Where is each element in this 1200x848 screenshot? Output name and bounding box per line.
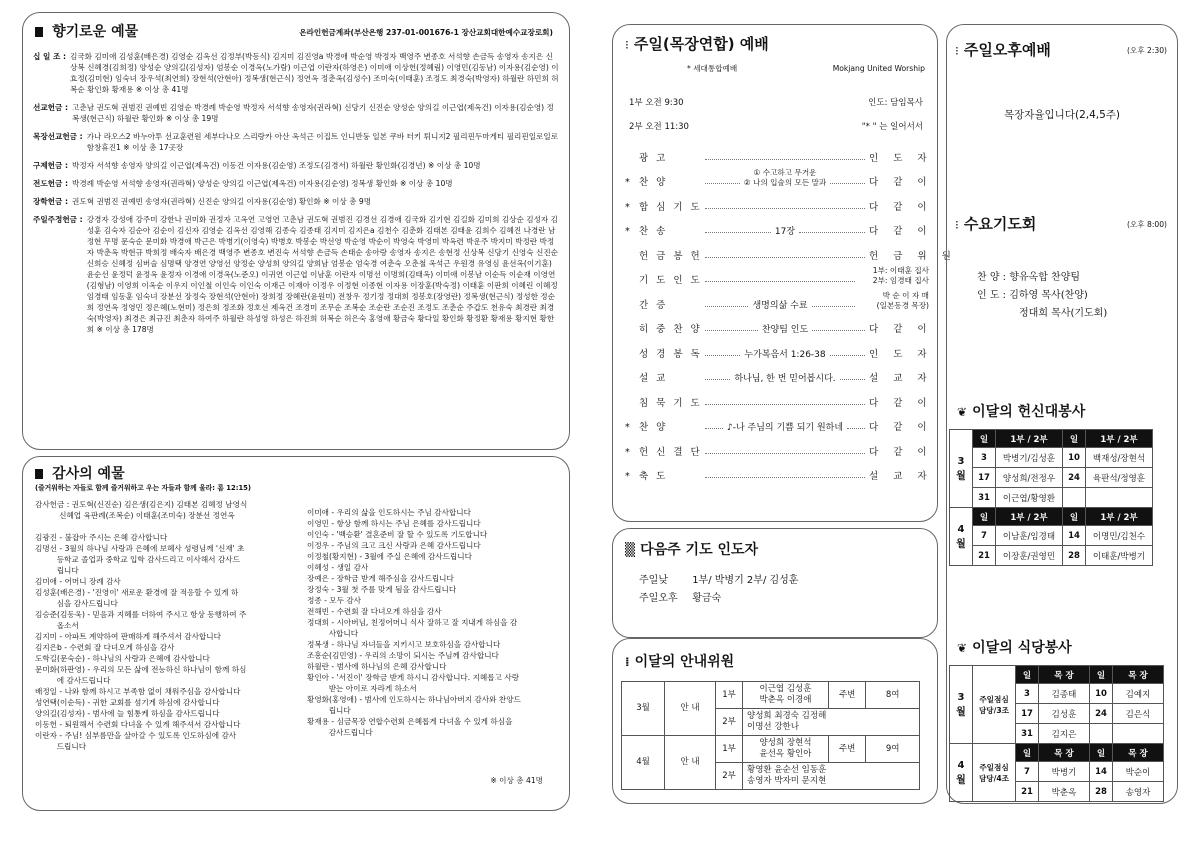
week-number: 14	[1063, 526, 1086, 546]
column-header: 목 장	[1113, 666, 1164, 684]
worship-item	[625, 433, 933, 458]
server-names: 김은식	[1113, 704, 1164, 724]
week-number: 3	[1016, 684, 1039, 704]
offering-section	[33, 160, 559, 171]
afternoon-time: (오후 2:30)	[1126, 46, 1167, 55]
week-number: 28	[1063, 546, 1086, 566]
worship-item-detail: 찬양팀 인도	[761, 325, 809, 335]
worship-item-label: 합심기도	[639, 201, 708, 213]
offering-section	[33, 196, 559, 207]
table-header-row	[950, 430, 1153, 448]
offering-names: 가나 라오스2 바누아투 선교훈련원 세부다나오 스리랑카 아산 옥석근 이집트 인니반둥 일본 쿠바 터키 튀니지2 필리핀두마게티 필리핀일로일로 함창휴진1 ※ 이상 총 17곳장	[86, 132, 559, 152]
column-header: 1부 / 2부	[996, 508, 1063, 526]
usher-part: 1부	[716, 736, 743, 763]
afternoon-label: 주일오후	[639, 593, 678, 604]
thanks-col2: 이미애 - 우리의 삶을 인도하시는 주님 감사합니다 이영민 - 항상 함께 하시는 주님 은혜를 감사드립니다 이인숙 - '백승환' 결혼준비 잘 할 수 있도록 기도합니다 이정우 - 주님의 크고 크신 사랑과 은혜 감사드립니다 이정철(황지현) - 3월에 주실 은혜에 감사드립니다 이혜성 - 생일 감사 장예은 - 장학금 받게 해주심을 감사드립니다 장정숙 - 3월 첫 주를 맞게 됨을 감사드립니다 정종 - 모두 감사 전해빈 - 수련회 잘 다녀오게 하심을 감사 정대희 - 시아버님, 친정어머니 식사 잘하고 잘 지내게 하심을 감 사합니다 정복생 - 하나님 자녀들을 지키시고 보호하심을 감사합니다 조흥순(김민영) - 우리의 소망이 되시는 주님께 감사합니다 하월란 - 범사에 하나님의 은혜 감사합니다 황인아 - '서진이' 장학금 받게 하시니 감사합니다. 지혜롭고 사랑 받는 아이로 자라게 하소서 황영화(홍영애) - 범사에 인도하시는 하나님아버지 감사와 찬양드 립니다 황재용 - 심금목장 연합수련회 은혜롭게 다녀올 수 있게 하심을 감사드립니다	[307, 508, 521, 737]
next-week-row-day	[639, 571, 798, 586]
heart-icon: ❦	[957, 641, 968, 655]
column-header: 1부 / 2부	[996, 430, 1063, 448]
server-names: 송영자	[1113, 782, 1164, 802]
table-row	[622, 682, 920, 709]
column-header: 일	[1063, 508, 1086, 526]
offering-names: 박정자 서석향 송영자 양의길 이근엽(제옥건) 이동건 이자용(김순영) 조정도(김경서) 하월란 황인화(김경년) ※ 이상 총 10명	[72, 161, 481, 170]
server-names: 이남훈/임경태	[996, 526, 1063, 546]
dotted-leader	[830, 183, 865, 184]
dotted-leader	[705, 404, 865, 405]
heart-icon: ❦	[957, 405, 968, 419]
wednesday-line: 인 도 : 김하영 목사(찬양)	[977, 290, 1088, 301]
week-number: 24	[1063, 468, 1086, 488]
cafeteria-table	[949, 665, 1164, 802]
stand-mark: *	[625, 446, 630, 458]
dotted-leader	[705, 257, 865, 258]
wednesday-time: (오후 8:00)	[1126, 220, 1167, 229]
worship-panel	[612, 24, 957, 522]
server-names: 박병기	[1039, 762, 1090, 782]
server-names: 박순이	[1113, 762, 1164, 782]
server-names: 양성희/전정우	[996, 468, 1063, 488]
worship-item-label: 기도인도	[639, 275, 708, 286]
order-of-worship	[625, 139, 957, 482]
offering-label: 목장선교헌금 :	[33, 132, 83, 141]
usher-month: 4월	[622, 736, 665, 790]
week-number: 28	[1090, 782, 1113, 802]
table-header-row	[950, 666, 1164, 684]
ushers-grid	[621, 681, 920, 790]
worship-item-person: 다 같 이	[869, 201, 933, 213]
column-header: 일	[1063, 430, 1086, 448]
next-week-row-afternoon	[639, 589, 721, 604]
offerings-header	[35, 21, 138, 41]
ushers-panel	[612, 638, 938, 804]
column-header: 1부 / 2부	[1086, 430, 1153, 448]
worship-item-person: 박 순 이 자 매 (일본동경 목장)	[876, 290, 929, 310]
server-names	[1113, 724, 1164, 744]
dotted-leader	[812, 306, 855, 307]
dotted-leader	[705, 183, 740, 184]
worship-item-label: 찬양	[639, 422, 674, 433]
afternoon-title: 주일오후예배	[963, 41, 1051, 59]
offering-label: 주일주정헌금 :	[33, 215, 83, 224]
stand-mark: *	[625, 471, 630, 482]
usher-role: 안 내	[665, 736, 716, 790]
week-number	[1063, 488, 1086, 508]
wednesday-line: 정대희 목사(기도회)	[1019, 308, 1108, 319]
afternoon-leader: 황금숙	[692, 593, 722, 604]
service-grid	[949, 665, 1164, 802]
usher-extra-label: 주변	[828, 682, 865, 709]
usher-names: 양성희 최경숙 김정해 이명선 강한나	[743, 709, 920, 736]
ushers-table	[621, 681, 920, 790]
worship-item-label: 축도	[639, 471, 674, 482]
server-names: 김성훈	[1039, 704, 1090, 724]
offering-label: 전도헌금 :	[33, 179, 69, 188]
thanks-col1: 감사헌금 : 권도혁(신진순) 김은생(김은지) 김태본 김혜정 남영식 신혜업 육판례(조복순) 이태훈(조미숙) 장분선 정연옥 김광진 - 불잡아 주시는 은혜 감사합니다 김명선 - 3월의 하나님 사랑과 은혜에 보혜사 성령님께 '신재' 초 등학교 졸업과 중학교 입학 감사드리고 이사해서 감사드 립니다 김미애 - 어머니 장례 감사 김성훈(배은경) - '진영이' 새로운 환경에 잘 적응할 수 있게 하 심을 감사드립니다 김승준(김동욱) - 믿음과 지혜를 더하여 주시고 항상 동행하여 주 옵소서 김지미 - 아파트 계약하여 판매하게 해주셔서 감사합니다 김지은b - 수련회 잘 다녀오게 하심을 감사 도학길(문숙순) - 하나님의 사랑과 은혜에 감사합니다 문미화(하판영) - 우리의 모든 삶에 전능하신 하나님이 함께 하심 에 감사드립니다 배정일 - 나와 함께 하시고 부족함 없이 채워주심을 감사합니다 성연택(이순득) - 귀한 교회를 섬기게 하심에 감사합니다 양의길(김성자) - 범사에 늘 힘통케 하심을 감사드립니다 이동헌 - 퇴원해서 수련회 다녀올 수 있게 해주셔서 감사합니다 이란자 - 주님! 심부름만을 살아갈 수 있도록 인도하심에 감사 드립니다	[35, 500, 248, 751]
dotted-leader	[705, 159, 865, 160]
usher-extra-label: 주변	[828, 736, 865, 763]
week-number: 31	[973, 488, 996, 508]
offerings-list	[33, 51, 559, 342]
bullet-icon: ⁞	[625, 655, 630, 669]
square-bullet-icon	[35, 469, 43, 479]
bullet-icon: ⁝	[955, 44, 959, 58]
week-number: 7	[973, 526, 996, 546]
worship-item-person: 다 같 이	[869, 177, 933, 188]
ushers-title: 이달의 안내위원	[634, 654, 735, 670]
worship-item-person: 설 교 자	[869, 373, 933, 384]
worship-item-detail: ① 수고하고 무거운 ② 나의 입술의 모든 말과	[743, 168, 827, 187]
worship-item	[625, 188, 933, 213]
worship-item-person: 다 같 이	[869, 226, 933, 237]
offering-label: 장학헌금 :	[33, 197, 69, 206]
dotted-leader	[847, 428, 865, 429]
server-names: 박병기/김성훈	[996, 448, 1063, 468]
table-header-row	[950, 508, 1153, 526]
usher-part: 2부	[716, 763, 743, 790]
bullet-icon: ▒	[625, 543, 635, 558]
worship-item-person: 1부: 이태훈 집사 2부: 임경태 집사	[872, 266, 929, 285]
worship-item	[625, 311, 933, 336]
column-header: 일	[1016, 744, 1039, 762]
column-header: 목 장	[1039, 744, 1090, 762]
stand-note: "* " 는 일어서서	[861, 122, 923, 132]
table-row	[950, 526, 1153, 546]
dotted-leader	[799, 232, 865, 233]
week-number: 31	[1016, 724, 1039, 744]
dotted-leader	[705, 281, 855, 282]
second-service-time: 2부 오전 11:30	[629, 122, 689, 132]
worship-leader: 인도: 담임목사	[868, 98, 923, 108]
service-grid	[949, 429, 1153, 566]
afternoon-text: 목장자율입니다(2,4,5주)	[1003, 109, 1121, 121]
usher-month: 3월	[622, 682, 665, 736]
right-panel	[946, 24, 1178, 804]
server-names: 이장훈/권영민	[996, 546, 1063, 566]
first-service-time: 1부 오전 9:30	[629, 98, 684, 108]
worship-item-person: 헌 금 위 원	[869, 250, 957, 262]
week-number: 7	[1016, 762, 1039, 782]
month-label: 3 월	[950, 430, 973, 508]
usher-names: 이근엽 김성훈 박춘옥 이경애	[743, 682, 829, 709]
online-account: 온라인헌금계좌(부산은행 237-01-001676-1 장산교회대한예수교장로회)	[299, 28, 553, 37]
offering-section	[33, 178, 559, 189]
wednesday-line: 찬 양 : 향유옥합 찬양팀	[977, 272, 1081, 283]
dotted-leader	[705, 477, 865, 478]
worship-item	[625, 384, 933, 409]
worship-item-label: 헌신결단	[639, 446, 708, 458]
server-names	[1086, 488, 1153, 508]
dotted-leader	[705, 453, 865, 454]
server-names: 이명민/김천수	[1086, 526, 1153, 546]
thanks-total: ※ 이상 총 41명	[490, 776, 543, 785]
month-label: 4 월	[950, 744, 973, 802]
column-header: 1부 / 2부	[1086, 508, 1153, 526]
worship-item-label: 찬양	[639, 177, 674, 188]
offerings-panel	[22, 12, 570, 450]
week-number: 17	[973, 468, 996, 488]
square-bullet-icon	[35, 27, 43, 37]
next-week-title: 다음주 기도 인도자	[640, 542, 759, 558]
dotted-leader	[705, 355, 740, 356]
dotted-leader	[705, 330, 758, 331]
worship-item-label: 히중찬양	[639, 324, 708, 335]
week-number: 17	[1016, 704, 1039, 724]
worship-item-detail: ♪-나 주님의 기쁨 되기 원하네	[726, 423, 844, 433]
worship-item-label: 찬송	[639, 226, 674, 237]
worship-item	[625, 164, 933, 189]
worship-item-detail: 17장	[774, 227, 796, 237]
wednesday-lines	[977, 269, 1107, 323]
server-names: 백재성/장현석	[1086, 448, 1153, 468]
dotted-leader	[840, 379, 865, 380]
dedication-title: 이달의 헌신대봉사	[972, 404, 1086, 420]
server-names: 김예지	[1113, 684, 1164, 704]
server-names: 이태훈/박병기	[1086, 546, 1153, 566]
week-number: 10	[1090, 684, 1113, 704]
table-row	[950, 488, 1153, 508]
bullet-icon: ⁝	[955, 218, 959, 232]
offering-names: 강경자 강성애 강주미 강한나 권미화 권정자 고옥연 고영연 고춘남 권도혁 권범진 김경선 김경애 김국화 김기현 김길화 김미희 김상순 김성자 김성훈 김숙자 김순아 김순이 김신자 김영순 김옥선 김영해 김종숙 김종태 김지미 김지은a 김천수 김춘화 김태본 김태윤 김희수 김혜진 나경란 남정현 무명 문숙순 문미화 박경애 박근은 박병기(이영숙) 박병호 박봉순 박선영 박순영 박순이 박영숙 박영미 박옥련 박운주 박지미 박정란 박정자 박춘옥 박현규 박희정 배숙자 배은경 백영주 변종호 변진숙 서석향 손금득 손태순 송아랑 송영자 송지은 송현정 신상복 신당기 신영숙 신진순 신희승 신혜정 심버슬 심명택 양경연 양영선 양정순 양성희 양의길 양희남 엄봉순 엄숙경 여춘숙 오춘철 옥석근 우원경 유영심 윤선옥(이기훈) 윤순선 윤정덕 윤정옥 윤정자 이경애 이경옥(노준오) 이귀연 이근엽 이남훈 이란자 이명선 이명희(김태옥) 이미애 이봉남 이순득 이순재 이영연(김형남) 이영희 이옥순 이우지 이인철 이인숙 이인숙 이재근 이재아 이정우 이정현 이종현 이자용 이장훈(박숙정) 이태훈 이판희 이혜린 이혜정 임경태 임동훈 임숙녀 장분선 장정숙 장현석(안현아) 장희정 장혜란(윤원미) 전창우 정기정 정대희 정봉호(장영란) 정복생(현근식) 정성한 정순희 정연옥 정영민 정은혜(노현미) 정은희 정조화 정호선 제옥건 조경미 조무순 조복순 조순란 조순진 조정도 조춘순 주갑도 천유숙 최경란 최경숙(박영자) 최경은 최규진 최춘자 하여주 하월란 하성영 하성은 하진희 허복순 허은숙 홍영애 황금숙 황다일 황인화 황정환 황재용 황지현 황한희 ※ 이상 총 178명	[86, 215, 559, 334]
next-week-panel	[612, 528, 938, 638]
next-week-header	[625, 539, 758, 559]
week-number: 24	[1090, 704, 1113, 724]
worship-item-person: 다 같 이	[869, 446, 933, 458]
usher-role: 안 내	[665, 682, 716, 736]
week-number: 14	[1090, 762, 1113, 782]
worship-item-detail: 하나님, 한 번 믿어봅시다.	[734, 374, 836, 384]
wednesday-header	[955, 213, 1036, 234]
worship-item	[625, 409, 933, 434]
server-names: 김종태	[1039, 684, 1090, 704]
worship-subtitle-ko: * 세대통합예배	[687, 64, 738, 73]
worship-subtitle-en: Mokjang United Worship	[832, 64, 925, 73]
dotted-leader	[812, 330, 865, 331]
cafeteria-title: 이달의 식당봉사	[972, 640, 1072, 656]
day-leaders: 1부/ 박병기 2부/ 김성훈	[692, 575, 799, 586]
usher-part: 1부	[716, 682, 743, 709]
thanks-subtitle: (즐거워하는 자들로 함께 즐거워하고 우는 자들과 함께 울라: 롬 12:15)	[35, 484, 252, 492]
table-row	[950, 468, 1153, 488]
dotted-leader	[705, 428, 723, 429]
month-label: 4 월	[950, 508, 973, 566]
table-row	[950, 546, 1153, 566]
worship-item-label: 광고	[639, 152, 674, 164]
worship-item-label: 간증	[639, 299, 674, 311]
stand-mark: *	[625, 177, 630, 188]
dotted-leader	[705, 306, 748, 307]
dotted-leader	[705, 232, 771, 233]
worship-item-label: 설교	[639, 373, 674, 384]
worship-item-detail: 생명의삶 수료	[752, 300, 808, 311]
server-names: 이근엽/황영환	[996, 488, 1063, 508]
worship-item	[625, 213, 933, 238]
offering-section	[33, 214, 559, 335]
table-header-row	[950, 744, 1164, 762]
worship-item-person: 설 교 자	[869, 471, 933, 482]
worship-title: 주일(목장연합) 예배	[633, 35, 769, 53]
column-header: 목 장	[1113, 744, 1164, 762]
worship-item-person: 다 같 이	[869, 324, 933, 335]
usher-extra-value: 8여	[866, 682, 920, 709]
worship-item-label: 침묵기도	[639, 397, 708, 409]
offering-names: 박경례 박순영 서석향 송영자(권라혁) 양성순 양의길 이근엽(제옥건) 이자용(김순영) 정복생 황인화 ※ 이상 총 10명	[72, 179, 453, 188]
bullet-icon: ⁝	[625, 38, 629, 52]
worship-item	[625, 335, 933, 360]
worship-header	[625, 33, 769, 54]
offering-label: 십 일 조 :	[33, 52, 66, 61]
usher-names: 황영환 윤순선 임동훈 송영자 박자미 문지현	[743, 763, 920, 790]
dedication-table	[949, 429, 1153, 566]
week-number: 3	[973, 448, 996, 468]
offering-section	[33, 51, 559, 95]
thanks-panel	[22, 456, 570, 811]
afternoon-header	[955, 39, 1051, 60]
month-label: 3 월	[950, 666, 973, 744]
offerings-title: 향기로운 예물	[52, 24, 139, 40]
worship-item-person: 다 같 이	[869, 397, 933, 409]
stand-mark: *	[625, 226, 630, 237]
table-row	[622, 736, 920, 763]
cafeteria-header	[957, 637, 1072, 657]
offering-names: 권도혁 권범진 권예빈 송영자(권라혁) 신진순 양의길 이자용(김순영) 황인화 ※ 이상 총 9명	[72, 197, 372, 206]
team-label: 주일점심 담당/4조	[973, 744, 1016, 802]
usher-names: 양성희 장현석 윤선옥 황인아	[743, 736, 829, 763]
dotted-leader	[705, 379, 730, 380]
offering-section	[33, 131, 559, 153]
offering-names: 고춘남 권도혁 권범진 권예빈 김영순 박경례 박순영 박정자 서석향 송영자(권라혁) 신당기 신진순 양성순 양의길 이근엽(제옥건) 이자용(김순영) 정복생(현근식) 하월란 황인화 ※ 이상 총 19명	[72, 103, 554, 123]
worship-item-label: 헌금봉헌	[639, 250, 708, 262]
worship-item	[625, 458, 933, 483]
usher-part: 2부	[716, 709, 743, 736]
team-label: 주일점심 담당/3조	[973, 666, 1016, 744]
worship-item	[625, 139, 933, 164]
thanks-header	[35, 463, 125, 483]
stand-mark: *	[625, 422, 630, 433]
column-header: 일	[1016, 666, 1039, 684]
offering-label: 선교헌금 :	[33, 103, 69, 112]
dotted-leader	[705, 208, 865, 209]
column-header: 일	[1090, 666, 1113, 684]
week-number: 21	[1016, 782, 1039, 802]
worship-item-person: 인 도 자	[869, 152, 933, 164]
stand-mark: *	[625, 201, 630, 213]
column-header: 일	[973, 508, 996, 526]
offering-section	[33, 102, 559, 124]
worship-item-detail: 누가복음서 1:26-38	[744, 349, 826, 360]
week-number	[1090, 724, 1113, 744]
worship-item	[625, 237, 957, 262]
worship-item-label: 성경봉독	[639, 348, 708, 360]
column-header: 일	[973, 430, 996, 448]
offering-label: 구제헌금 :	[33, 161, 69, 170]
column-header: 일	[1090, 744, 1113, 762]
thanks-title: 감사의 예물	[52, 466, 125, 482]
server-names: 김지은	[1039, 724, 1090, 744]
week-number: 10	[1063, 448, 1086, 468]
column-header: 목 장	[1039, 666, 1090, 684]
worship-item-person: 다 같 이	[869, 422, 933, 433]
dedication-header	[957, 401, 1085, 421]
worship-item	[625, 360, 933, 385]
offering-names: 김국화 김미애 김성훈(배은경) 김영순 김옥선 김정부(박동식) 김지미 김진영a 박경애 박순영 박정자 백영주 변종호 서석향 손금득 송영자 송지은 신상복 신혜경(김희정) 양성순 양의길(김성자) 엄봉순 이경옥(노가람) 이근엽 이란자(하영은) 이미애 이상헌(정혜림) 이영민(김동남) 이자용(김순영) 이효정(김미현) 임숙녀 장우석(최연희) 장현석(안현아) 정복생(현근식) 정연옥 정춘옥(김성수) 조미숙(이태훈) 조정도 최경숙(박영자) 하월란 하민희 허복순 황인화 황재용 ※ 이상 총 41명	[69, 52, 559, 94]
worship-item	[625, 262, 929, 287]
server-names: 박춘옥	[1039, 782, 1090, 802]
worship-item-person: 인 도 자	[869, 348, 933, 360]
dotted-leader	[830, 355, 865, 356]
wednesday-title: 수요기도회	[963, 215, 1037, 233]
day-label: 주일낮	[639, 575, 668, 586]
ushers-header	[625, 651, 734, 671]
server-names: 육판석/정영훈	[1086, 468, 1153, 488]
week-number: 21	[973, 546, 996, 566]
usher-extra-value: 9여	[866, 736, 920, 763]
table-row	[950, 448, 1153, 468]
worship-item	[625, 286, 929, 311]
